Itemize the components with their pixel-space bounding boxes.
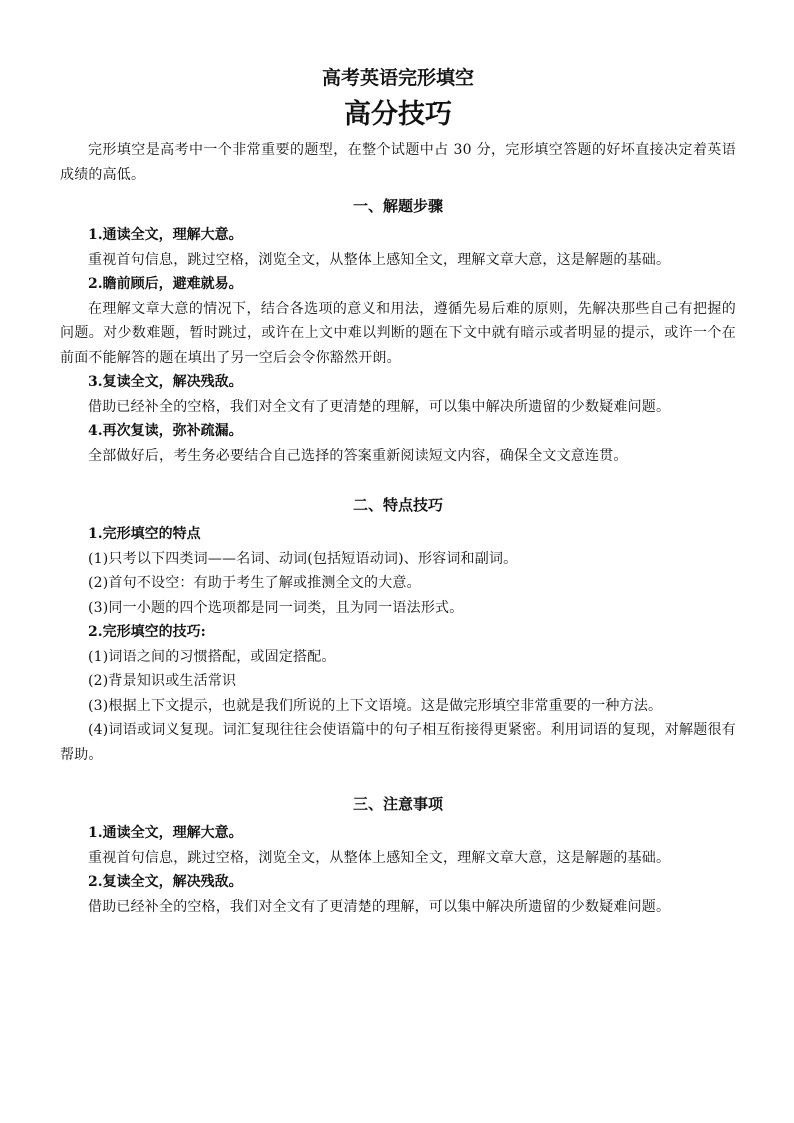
- section-heading: 一、解题步骤: [352, 197, 443, 215]
- step-title: 1.通读全文，理解大意。: [88, 227, 243, 243]
- list-item: (2)首句不设空：有助于考生了解或推测全文的大意。: [88, 575, 421, 591]
- list-item: (1)只考以下四类词——名词、动词(包括短语动词)、形容词和副词。: [88, 550, 518, 567]
- note-title: 1.通读全文，理解大意。: [88, 825, 243, 841]
- section-heading: 二、特点技巧: [352, 496, 443, 514]
- intro-paragraph: 完形填空是高考中一个非常重要的题型，在整个试题中占 30 分，完形填空答题的好坏直接决定着英语成绩的高低。: [60, 142, 736, 183]
- step-text: 借助已经补全的空格，我们对全文有了更清楚的理解，可以集中解决所遗留的少数疑难问题。: [88, 398, 671, 415]
- list-item: (4)词语或词义复现。词汇复现往往会使语篇中的句子相互衔接得更紧密。利用词语的复现，对解题很有帮助。: [60, 722, 736, 763]
- group-title: 1.完形填空的特点: [88, 526, 201, 542]
- document-subtitle: 高分技巧: [344, 99, 452, 130]
- list-item: (3)同一小题的四个选项都是同一词类，且为同一语法形式。: [88, 599, 464, 616]
- note-title: 2.复读全文，解决残敌。: [88, 874, 243, 890]
- step-title: 2.瞻前顾后，避难就易。: [88, 276, 243, 292]
- step-text: 在理解文章大意的情况下，结合各选项的意义和用法，遵循先易后难的原则，先解决那些自己有把握的问题。对少数难题，暂时跳过，或许在上文中难以判断的题在下文中就有暗示或者明显的提示，或许一个在前面不能解答的题在填出了另一空后会令你豁然开朗。: [60, 300, 736, 366]
- step-title: 3.复读全文，解决残敌。: [88, 374, 243, 390]
- note-text: 借助已经补全的空格，我们对全文有了更清楚的理解，可以集中解决所遗留的少数疑难问题。: [88, 898, 671, 915]
- document-title: 高考英语完形填空: [321, 67, 474, 89]
- list-item: (2)背景知识或生活常识: [88, 673, 237, 689]
- step-text: 全部做好后，考生务必要结合自己选择的答案重新阅读短文内容，确保全文文意连贯。: [88, 447, 628, 464]
- group-title: 2.完形填空的技巧:: [88, 624, 206, 640]
- section-notes: [60, 789, 736, 919]
- step-title: 4.再次复读，弥补疏漏。: [88, 423, 243, 439]
- step-text: 重视首句信息，跳过空格，浏览全文，从整体上感知全文，理解文章大意，这是解题的基础。: [88, 251, 671, 268]
- list-item: (3)根据上下文提示，也就是我们所说的上下文语境。这是做完形填空非常重要的一种方法。: [88, 697, 663, 714]
- list-item: (1)词语之间的习惯搭配，或固定搭配。: [88, 648, 336, 665]
- section-solving-steps: [60, 191, 736, 468]
- section-features-tips: [60, 490, 736, 767]
- document-page: [60, 62, 736, 919]
- section-heading: 三、注意事项: [352, 795, 443, 813]
- note-text: 重视首句信息，跳过空格，浏览全文，从整体上感知全文，理解文章大意，这是解题的基础。: [88, 849, 671, 866]
